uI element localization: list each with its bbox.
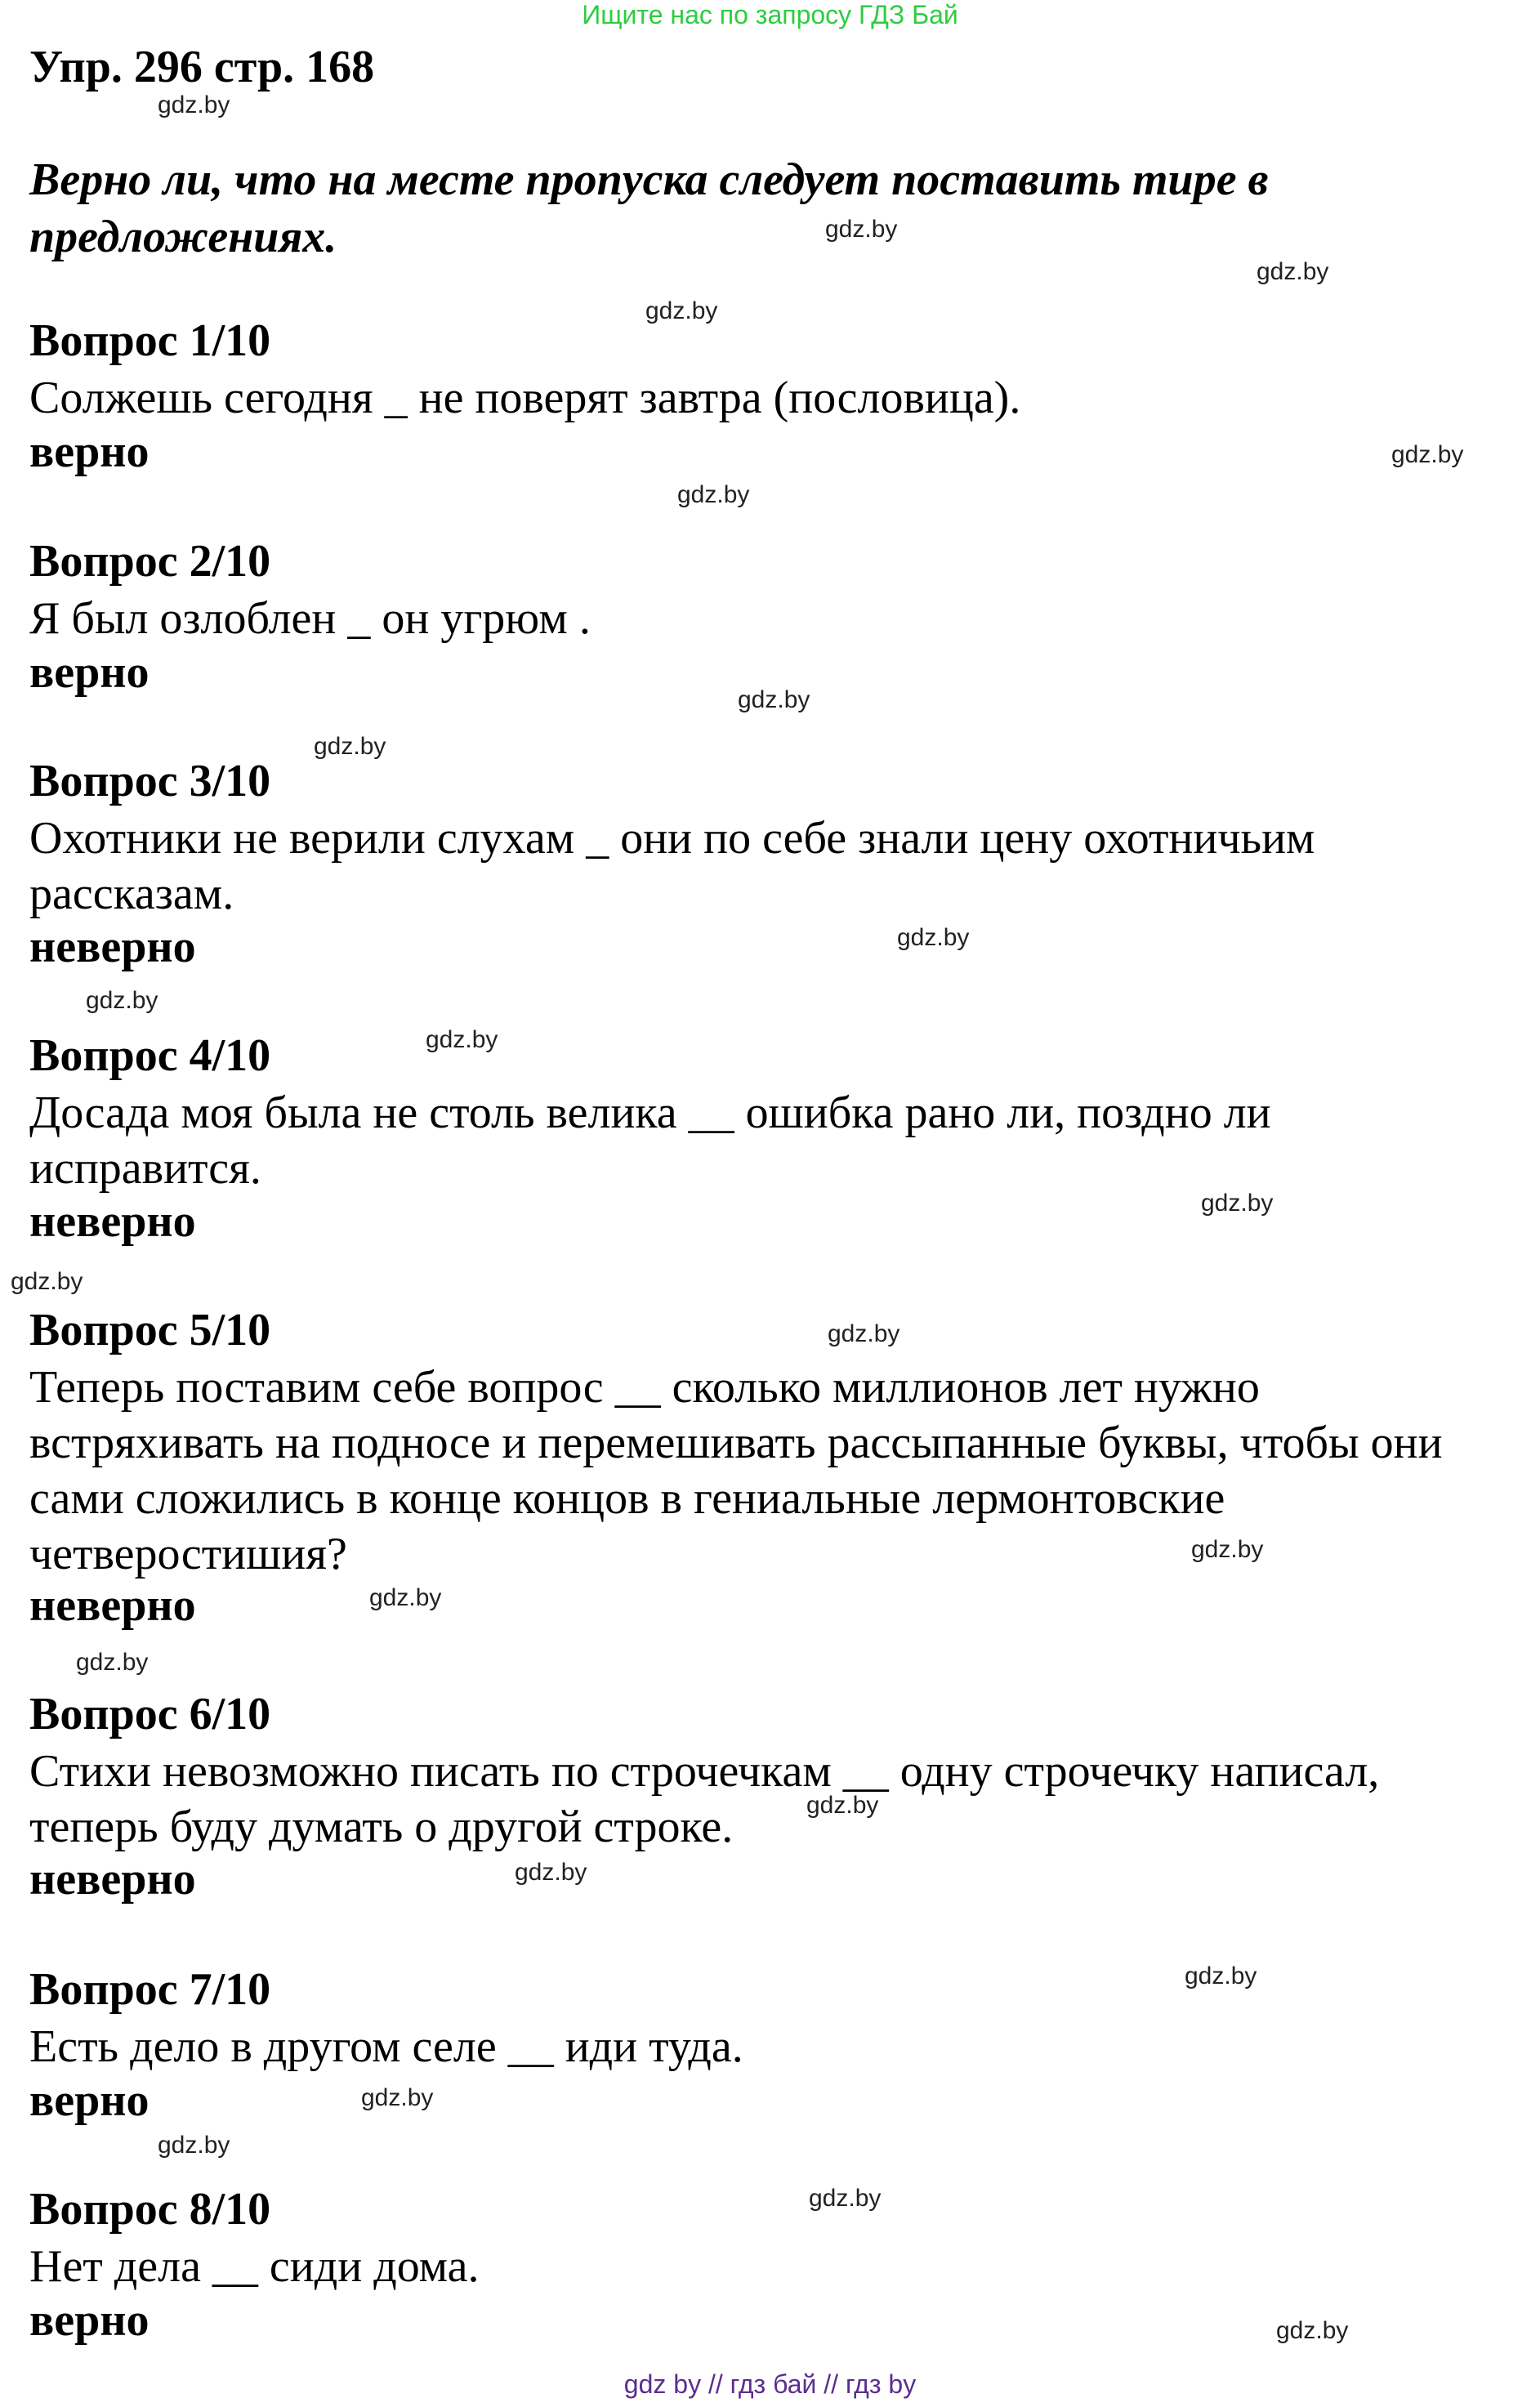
question-8-text: Нет дела __ сиди дома. <box>29 2241 480 2292</box>
question-2-answer: верно <box>29 647 150 698</box>
question-3-title: Вопрос 3/10 <box>29 756 271 806</box>
question-1-text: Солжешь сегодня _ не поверят завтра (пословица). <box>29 373 1021 423</box>
question-1-answer: верно <box>29 426 150 477</box>
watermark: gdz.by <box>369 1584 442 1611</box>
watermark: gdz.by <box>738 686 810 713</box>
watermark: gdz.by <box>1191 1536 1264 1563</box>
question-4-title: Вопрос 4/10 <box>29 1030 271 1081</box>
watermark: gdz.by <box>1276 2317 1349 2344</box>
question-4-answer: неверно <box>29 1196 196 1247</box>
question-5-answer: неверно <box>29 1580 196 1631</box>
question-7-text: Есть дело в другом селе __ иди туда. <box>29 2021 743 2072</box>
watermark: gdz.by <box>158 92 230 118</box>
watermark: gdz.by <box>86 987 158 1014</box>
question-8-title: Вопрос 8/10 <box>29 2184 271 2235</box>
question-6-text: Стихи невозможно писать по строчечкам __ одну строчечку написал, теперь буду думать о другой строке. <box>29 1746 1380 1852</box>
watermark: gdz.by <box>314 733 386 760</box>
exercise-instruction: Верно ли, что на месте пропуска следует поставить тире в предложениях. <box>29 154 1269 262</box>
watermark: gdz.by <box>806 1792 879 1819</box>
question-7-title: Вопрос 7/10 <box>29 1964 271 2015</box>
question-7-answer: верно <box>29 2075 150 2126</box>
watermark: gdz.by <box>809 2185 882 2212</box>
question-5-title: Вопрос 5/10 <box>29 1305 271 1355</box>
question-8-answer: верно <box>29 2295 150 2346</box>
watermark: gdz.by <box>1201 1190 1274 1217</box>
watermark: gdz.by <box>828 1320 900 1347</box>
watermark: gdz.by <box>158 2132 230 2159</box>
question-6-title: Вопрос 6/10 <box>29 1689 271 1739</box>
watermark: gdz.by <box>1391 441 1464 468</box>
question-6-answer: неверно <box>29 1854 196 1905</box>
watermark: gdz.by <box>825 216 898 243</box>
question-3-text: Охотники не верили слухам _ они по себе знали цену охотничьим рассказам. <box>29 813 1315 919</box>
footer-watermark: gdz by // гдз бай // гдз by <box>623 2369 917 2399</box>
question-2-text: Я был озлоблен _ он угрюм . <box>29 593 591 644</box>
watermark: gdz.by <box>645 297 718 324</box>
watermark: gdz.by <box>897 924 970 951</box>
question-2-title: Вопрос 2/10 <box>29 536 271 587</box>
question-5-text: Теперь поставим себе вопрос __ сколько миллионов лет нужно встряхивать на подносе и перемешивать рассыпанные буквы, чтобы они сами сложились в конце концов в гениальные лермонтовские четверостишия? <box>29 1362 1443 1579</box>
search-banner: Ищите нас по запросу ГДЗ Бай <box>582 0 958 29</box>
question-4-text: Досада моя была не столь велика __ ошибка рано ли, поздно ли исправится. <box>29 1087 1271 1194</box>
question-1-title: Вопрос 1/10 <box>29 315 271 366</box>
exercise-title: Упр. 296 стр. 168 <box>29 42 375 92</box>
watermark: gdz.by <box>515 1859 587 1886</box>
question-3-answer: неверно <box>29 922 196 972</box>
watermark: gdz.by <box>1257 258 1329 285</box>
watermark: gdz.by <box>1185 1963 1257 1989</box>
watermark: gdz.by <box>11 1268 83 1295</box>
watermark: gdz.by <box>76 1649 149 1676</box>
watermark: gdz.by <box>677 481 750 508</box>
watermark: gdz.by <box>361 2084 434 2111</box>
watermark: gdz.by <box>426 1026 498 1053</box>
